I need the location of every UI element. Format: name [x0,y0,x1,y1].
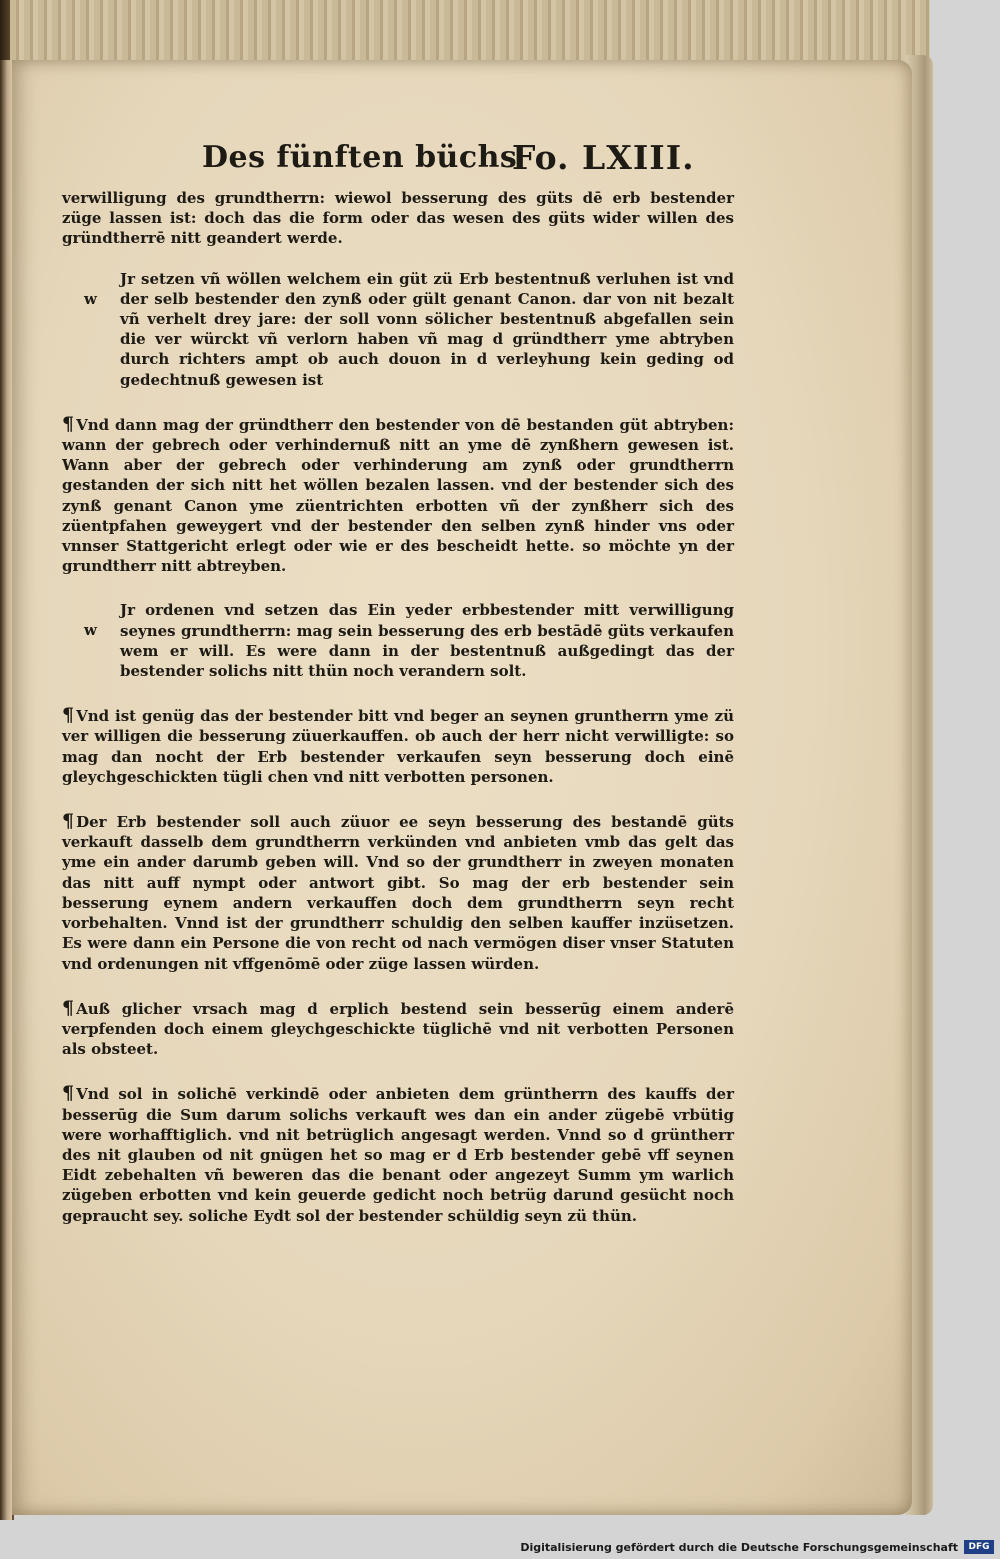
pilcrow-icon: ¶ [62,996,75,1019]
paragraph-text: Jr setzen vñ wöllen welchem ein güt zü Erb bestentnuß verluhen ist vnd der selb bestender den zynß oder gült genant Canon. dar von nit bezalt vñ verhelt drey jare: der soll vonn sölicher bestentnuß abgefallen sein die ver würckt vñ verlorn haben vñ mag d gründtherr yme abtryben durch richters ampt ob auch douon in d verleyhung kein geding od gedechtnuß gewesen ist [120,269,734,389]
paragraph-text: Der Erb bestender soll auch züuor ee seyn besserung des bestandē güts verkauft dasselb dem grundtherrn verkünden vnd anbieten vmb das gelt das yme ein ander darumb geben will. Vnd so der grundtherr in zweyen monaten das nitt auff nympt oder antwort gibt. So mag der erb bestender sein besserung eynem andern verkauffen doch dem grundtherrn seyn recht vorbehalten. Vnnd ist der grundtherr schuldig den selben kauffer inzüsetzen. Es were dann ein Persone die von recht od nach vermögen diser vnser Statuten vnd ordenungen nit vffgenōmē oder züge lassen würden. [62,813,734,973]
paragraph-2 [62,269,734,390]
paragraph-text: Auß glicher vrsach mag d erplich bestend sein besserūg einem anderē verpfenden doch einem gleychgeschickte tüglichē vnd nit verbotten Personen als obsteet. [62,999,734,1059]
running-head: Des fünften büchs [202,140,518,175]
paragraph-1 [62,188,734,249]
paragraph-5 [62,705,734,787]
paragraph-3 [62,414,734,577]
paragraph-text: Jr ordenen vnd setzen das Ein yeder erbbestender mitt verwilligung seynes grundtherrn: mag sein besserung des erb bestādē güts verkaufen wem er will. Es were dann in der bestentnuß außgedingt das der bestender solichs nitt thün noch verandern solt. [120,601,734,681]
margin-marker: w [84,289,97,308]
page-text-block [62,140,734,1226]
pilcrow-icon: ¶ [62,412,75,435]
funding-credit: Digitalisierung gefördert durch die Deutsche Forschungsgemeinschaft [520,1541,958,1554]
paragraph-text: Vnd ist genüg das der bestender bitt vnd beger an seynen gruntherrn yme zü ver willigen die besserung züuerkauffen. ob auch der herr nicht verwilligte: so mag dan nocht der Erb bestender verkaufen seyn besserung doch einē gleychgeschickten tügli chen vnd nitt verbotten personen. [62,707,734,786]
dfg-logo: DFG [964,1540,994,1554]
facing-page-edge [0,60,12,1520]
paragraph-6 [62,811,734,974]
pilcrow-icon: ¶ [62,704,75,727]
paragraph-text: Vnd dann mag der gründtherr den bestender von dē bestanden güt abtryben: wann der gebrech oder verhindernuß nitt an yme dē zynßhern gewesen ist. Wann aber der gebrech oder verhinderung am zynß oder grundtherrn gestanden der sich nitt het wöllen bezalen lassen. vnd der bestender sich des zynß genant Canon yme züentrichten erbotten vñ der zynßherr sich des züentpfahen geweygert vnd der bestender den selben zynß hinder vns oder vnnser Stattgericht erlegt oder wie er des bescheidt hette. so möchte yn der grundtherr nitt abtreyben. [62,415,734,576]
paragraph-4 [62,600,734,681]
paragraph-text: verwilligung des grundtherrn: wiewol besserung des güts dē erb bestender züge lassen ist: doch das die form oder das wesen des güts wider willen des gründtherrē nitt geandert werde. [62,189,734,248]
margin-marker: w [84,621,97,640]
pilcrow-icon: ¶ [62,1082,75,1105]
pilcrow-icon: ¶ [62,810,75,833]
folio-number: Fo. LXIII. [512,138,695,177]
paragraph-7 [62,998,734,1060]
paragraph-text: Vnd sol in solichē verkindē oder anbieten dem grüntherrn des kauffs der besserūg die Sum darum solichs verkauft wes dan ein ander zügebē vrbütig were worhafftiglich. vnd nit betrüglich angesagt werden. Vnnd so d grüntherr des nit glauben od nit gnügen het so mag er d Erb bestender gebē vff seynen Eidt zebehalten vñ beweren das die benant oder angezeyt Summ ym warlich zügeben erbotten vnd kein geuerde gedicht noch betrüg darund gesücht noch gepraucht sey. soliche Eydt sol der bestender schüldig seyn zü thün. [62,1085,734,1225]
page-header [62,140,734,188]
paragraph-8 [62,1083,734,1225]
